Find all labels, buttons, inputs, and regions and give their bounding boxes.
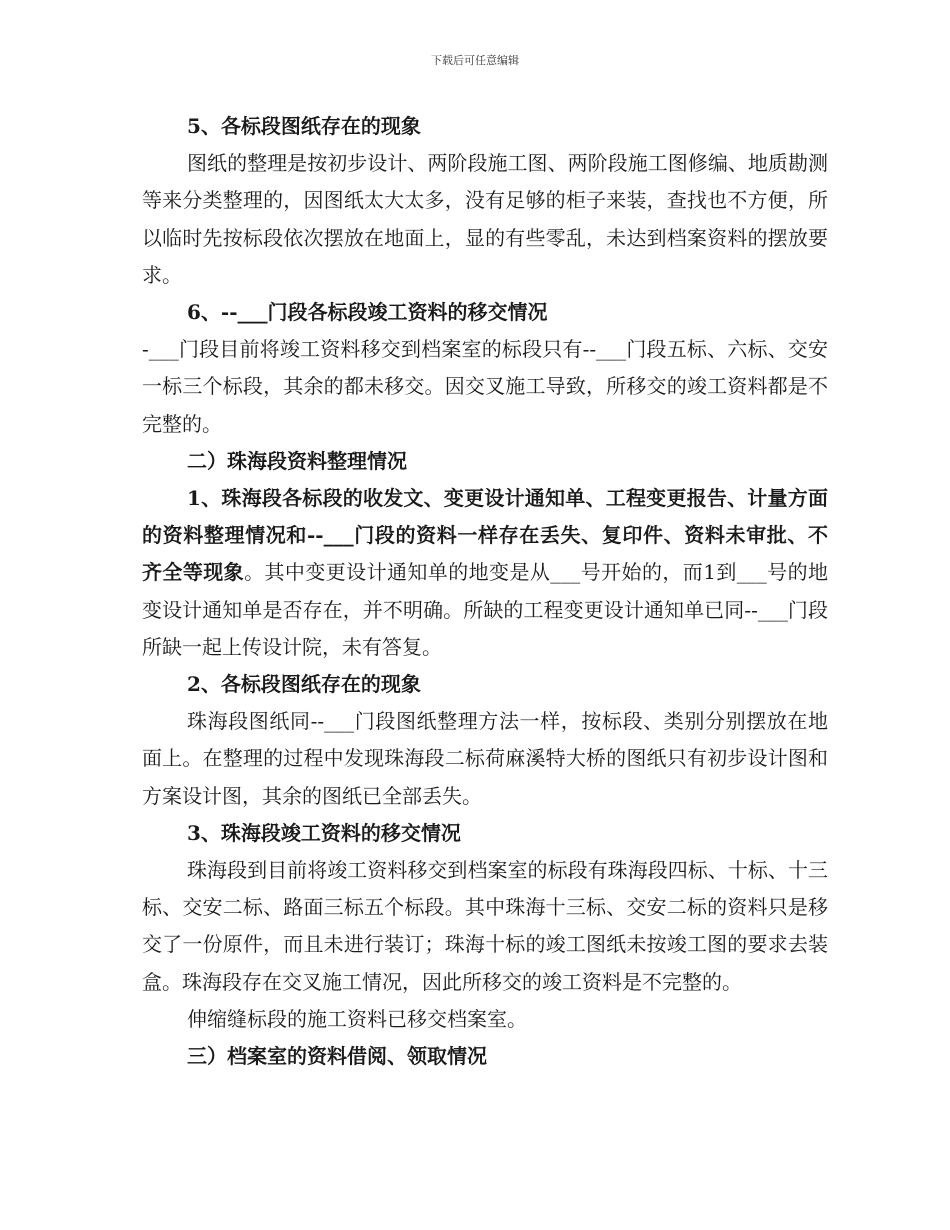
paragraph-zhuhai-handover: 珠海段到目前将竣工资料移交到档案室的标段有珠海段四标、十标、十三标、交安二标、路面三标五个标段。其中珠海十三标、交安二标的资料只是移交了一份原件，而且未进行装订；珠海十标的竣工图纸未按竣工图的要求去装盒。珠海段存在交叉施工情况，因此所移交的竣工资料是不完整的。 (142, 858, 828, 994)
page-header: 下载后可任意编辑 (431, 54, 519, 67)
paragraph-zhuhai-documents (142, 480, 828, 666)
document-body (142, 108, 828, 1075)
paragraph-drawings-sorting: 图纸的整理是按初步设计、两阶段施工图、两阶段施工图修编、地质勘测等来分类整理的，因图纸太大太多，没有足够的柜子来装，查找也不方便，所以临时先按标段依次摆放在地面上，显的有些零乱，未达到档案资料的摆放要求。 (142, 151, 828, 287)
section-heading-zhuhai-drawings: 2、各标段图纸存在的现象 (187, 672, 421, 697)
section-heading-archive-room: 三）档案室的资料借阅、领取情况 (187, 1044, 487, 1069)
section-heading-zhuhai-handover: 3、珠海段竣工资料的移交情况 (187, 820, 461, 845)
section-heading-zhuhai: 二）珠海段资料整理情况 (187, 448, 407, 473)
section-heading-6: 6、--___门段各标段竣工资料的移交情况 (187, 300, 548, 325)
paragraph-expansion-joint: 伸缩缝标段的施工资料已移交档案室。 (187, 1006, 527, 1031)
paragraph-handover-men-segment: -___门段目前将竣工资料移交到档案室的标段只有--___门段五标、六标、交安一标三个标段，其余的都未移交。因交叉施工导致，所移交的竣工资料都是不完整的。 (142, 337, 828, 436)
paragraph-zhuhai-documents-rest: 。其中变更设计通知单的地变是从___号开始的，而1到___号的地变设计通知单是否存在，并不明确。所缺的工程变更设计通知单已同--___门段所缺一起上传设计院，未有答复。 (142, 560, 828, 659)
paragraph-zhuhai-drawings: 珠海段图纸同--___门段图纸整理方法一样，按标段、类别分别摆放在地面上。在整理的过程中发现珠海段二标荷麻溪特大桥的图纸只有初步设计图和方案设计图，其余的图纸已全部丢失。 (142, 709, 828, 808)
section-heading-5: 5、各标段图纸存在的现象 (187, 114, 421, 138)
paragraph-zhuhai-documents-bold: 1、珠海段各标段的收发文、变更设计通知单、工程变更报告、计量方面的资料整理情况和--___门段的资料一样存在丢失、复印件、资料未审批、不齐全等现象 (142, 486, 828, 585)
